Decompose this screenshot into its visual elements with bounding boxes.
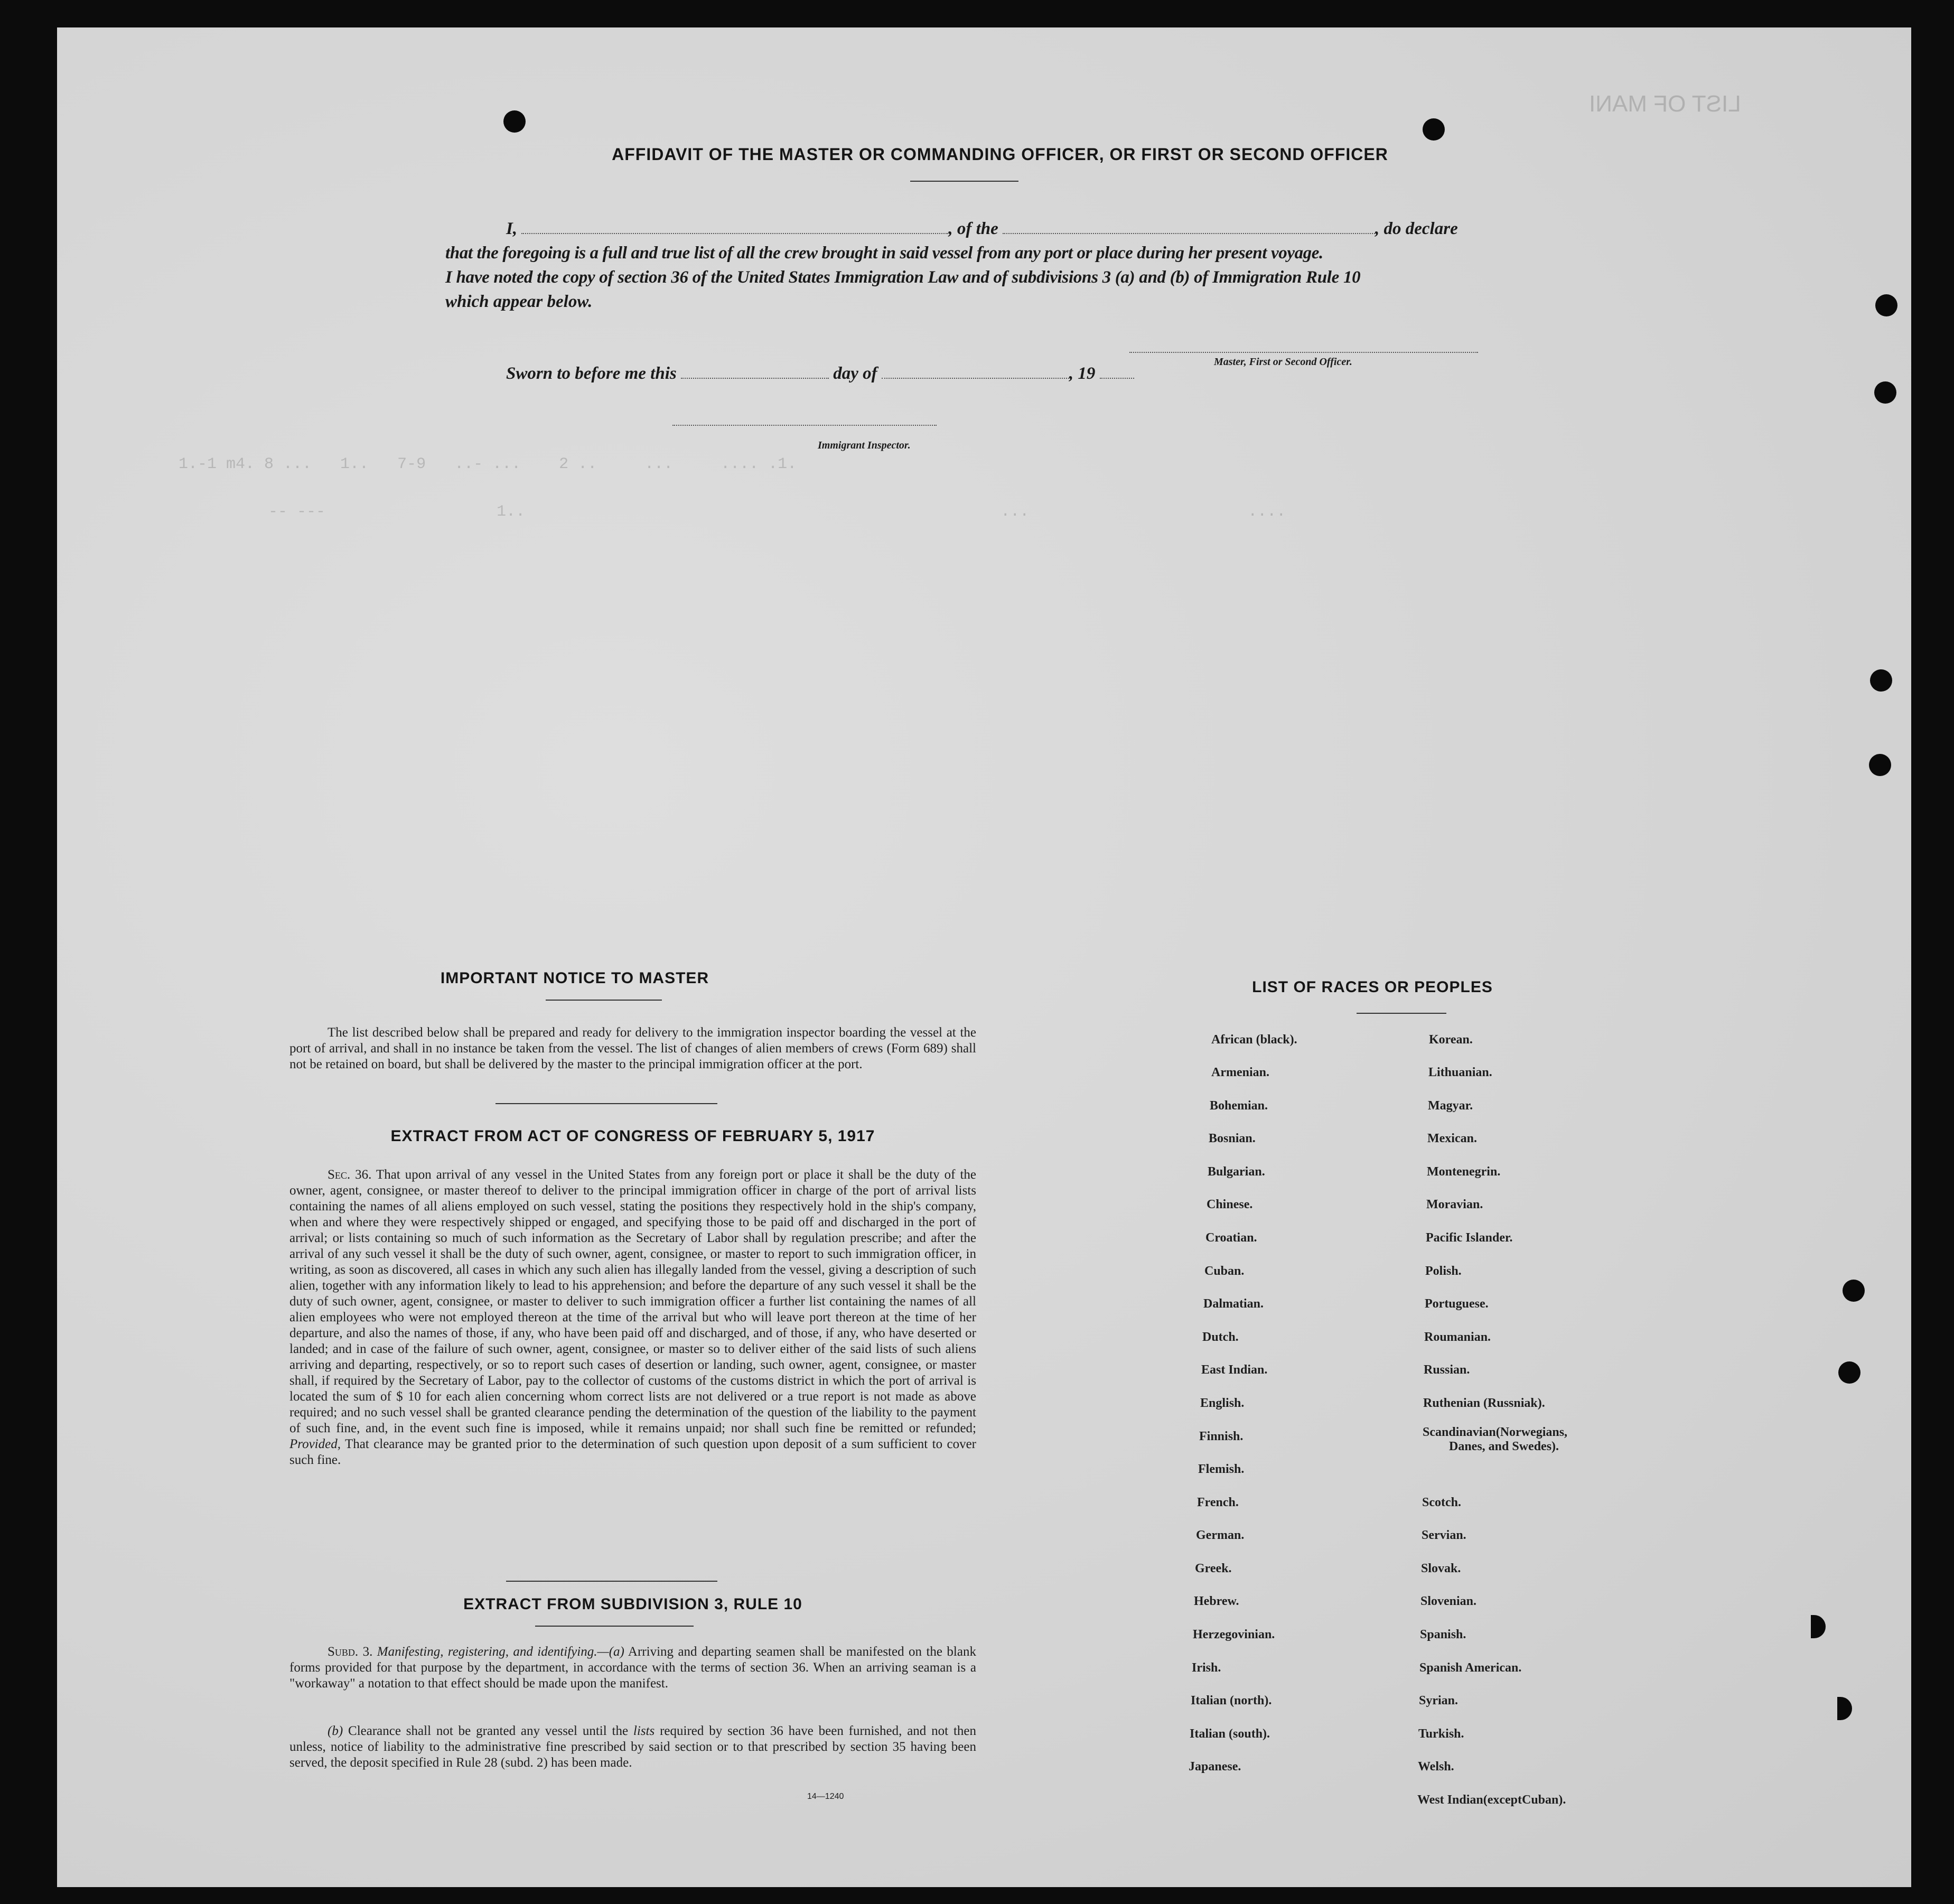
race-item: Roumanian. — [1424, 1330, 1491, 1344]
race-item: Servian. — [1422, 1528, 1466, 1542]
races-title: LIST OF RACES OR PEOPLES — [1252, 978, 1493, 996]
subd-b-label: (b) — [328, 1724, 343, 1738]
affidavit-line-4: which appear below. — [445, 292, 593, 311]
sworn-year-field[interactable] — [1100, 377, 1134, 379]
form-number: 14—1240 — [807, 1792, 844, 1801]
race-item: Pacific Islander. — [1426, 1231, 1513, 1245]
sec-label: Sec. 36. — [328, 1168, 372, 1182]
race-item: West Indian(exceptCuban). — [1417, 1793, 1566, 1807]
affidavit-i: I, — [506, 219, 518, 238]
race-item: Korean. — [1429, 1033, 1473, 1047]
race-item: Slovak. — [1421, 1562, 1461, 1575]
race-item: Chinese. — [1207, 1198, 1253, 1211]
race-item: Slovenian. — [1420, 1594, 1477, 1608]
race-item: Syrian. — [1419, 1694, 1459, 1707]
race-item: Dutch. — [1202, 1330, 1239, 1344]
race-item: Montenegrin. — [1427, 1165, 1501, 1179]
punch-hole — [1811, 1615, 1826, 1638]
divider — [535, 1626, 694, 1627]
sworn-day-of: day of — [833, 364, 877, 383]
sworn-line — [506, 361, 1134, 386]
race-item: Mexican. — [1427, 1132, 1477, 1145]
race-item: Turkish. — [1418, 1727, 1464, 1741]
race-item: Scandinavian(Norwegians, — [1423, 1425, 1568, 1439]
inspector-signature-line[interactable] — [672, 425, 937, 426]
provided-label: Provided, — [289, 1437, 341, 1451]
race-item: Ruthenian (Russniak). — [1423, 1396, 1545, 1410]
race-item: Magyar. — [1428, 1099, 1473, 1113]
race-item: Herzegovinian. — [1193, 1628, 1275, 1641]
race-item: Armenian. — [1211, 1066, 1269, 1079]
race-item: Dalmatian. — [1203, 1297, 1264, 1311]
punch-hole — [1870, 669, 1892, 692]
race-item: Bohemian. — [1210, 1099, 1268, 1113]
race-item: Lithuanian. — [1428, 1066, 1492, 1079]
affidavit-declaration — [445, 217, 1544, 314]
extract-rule-text-a — [289, 1644, 976, 1692]
subd-heading: Manifesting, registering, and identifying.—(a) — [377, 1645, 624, 1659]
race-item: Croatian. — [1205, 1231, 1257, 1245]
race-item: Finnish. — [1199, 1430, 1244, 1443]
race-item: Bosnian. — [1209, 1132, 1256, 1145]
race-item: German. — [1196, 1528, 1245, 1542]
notice-title: IMPORTANT NOTICE TO MASTER — [440, 969, 709, 987]
sec-36-text: That upon arrival of any vessel in the United States from any foreign port or place it shall be the duty of the owner, agent, consignee, or master thereof to deliver to the principal immigration officer in charge of the port of arrival lists containing the names of all aliens employed on such vessel, stating the positions they respectively hold in the ship's company, when and where they were respectively shipped or engaged, and specifying those to be paid off and discharged in the port of arrival; or lists containing so much of such information as the Secretary of Labor shall by regulation prescribe; and after the arrival of any such vessel it shall be the duty of such owner, agent, consignee, or master to report to such immigration officer, in writing, as soon as discovered, all cases in which any such alien has illegally landed from the vessel, giving a description of such alien, together with any information likely to lead to his apprehension; and before the departure of any such vessel it shall be the duty of such owner, agent, consignee, or master to deliver to such immigration officer a further list containing the names of all alien employees who were not employed thereon at the time of the arrival but who will leave port thereon at the time of her departure, and also the names of those, if any, who have been paid off and discharged, and of those, if any, who have deserted or landed; and in case of the failure of such owner, agent, consignee, or master so to deliver either of the said lists of such aliens arriving and departing, respectively, or so to report such cases of desertion or landing, such owner, agent, consignee, or master shall, if required by the Secretary of Labor, pay to the collector of customs of the customs district in which the port of arrival is located the sum of $ 10 for each alien concerning whom correct lists are not delivered or a true report is not made as above required; and no such vessel shall be granted clearance pending the determination of the question of the liability to the payment of such fine, and, in the event such fine is imposed, while it remains unpaid; nor shall such fine be remitted or refunded; — [289, 1168, 976, 1435]
sworn-year-prefix: , 19 — [1069, 364, 1096, 383]
bleed-through-heading: LIST OF MANI — [1589, 91, 1741, 117]
race-item: Welsh. — [1418, 1760, 1454, 1774]
sworn-day-field[interactable] — [681, 377, 829, 379]
divider — [506, 1581, 717, 1582]
bleed-through-text: -- --- 1.. ... .... — [268, 503, 1286, 521]
sworn-label: Sworn to before me this — [506, 364, 677, 383]
race-item: Greek. — [1195, 1562, 1232, 1575]
punch-hole — [1423, 118, 1445, 141]
punch-hole — [1874, 381, 1896, 404]
divider — [910, 181, 1018, 182]
subd-label: Subd. 3. — [328, 1645, 373, 1659]
race-item: Bulgarian. — [1208, 1165, 1265, 1179]
race-item: Italian (north). — [1191, 1694, 1272, 1707]
provided-text: That clearance may be granted prior to the determination of such question upon deposit of a sum sufficient to cover such fine. — [289, 1437, 976, 1467]
race-item: Hebrew. — [1194, 1594, 1239, 1608]
document-page — [57, 27, 1911, 1887]
punch-hole — [1875, 294, 1897, 316]
affidavit-do-declare: , do declare — [1375, 219, 1458, 238]
divider — [1357, 1013, 1446, 1014]
vessel-name-field[interactable] — [1003, 232, 1375, 234]
notice-text: The list described below shall be prepared and ready for delivery to the immigration inspector boarding the vessel at the port of arrival, and shall in no instance be taken from the vessel. The list of changes of alien members of crews (Form 689) shall not be retained on board, but shall be delivered by the master to the principal immigration officer at the port. — [289, 1025, 976, 1071]
master-signature-label: Master, First or Second Officer. — [1214, 356, 1352, 368]
race-item: Russian. — [1424, 1363, 1470, 1377]
affidavit-line-3: I have noted the copy of section 36 of the United States Immigration Law and of subdivisions 3 (a) and (b) of Immigration Rule 10 — [445, 268, 1361, 287]
master-signature-line[interactable] — [1129, 352, 1478, 353]
subd-text-b-2: required by section 36 have been furnished, and not then unless, notice of liability to the administrative fine prescribed by said section or to that prescribed by section 35 having been served, the deposit specified in Rule 28 (subd. 2) has been made. — [289, 1724, 976, 1770]
race-item: Cuban. — [1204, 1264, 1245, 1278]
race-item: Moravian. — [1426, 1198, 1483, 1211]
extract-act-title: EXTRACT FROM ACT OF CONGRESS OF FEBRUARY 5, 1917 — [390, 1127, 875, 1145]
punch-hole — [1838, 1361, 1860, 1384]
punch-hole — [1869, 754, 1891, 776]
race-item: Scotch. — [1422, 1496, 1461, 1509]
sworn-month-field[interactable] — [882, 377, 1069, 379]
race-item-continued: Danes, and Swedes). — [1449, 1440, 1559, 1453]
race-item: French. — [1197, 1496, 1239, 1509]
inspector-label: Immigrant Inspector. — [818, 440, 911, 451]
master-name-field[interactable] — [521, 232, 948, 234]
race-item: Polish. — [1425, 1264, 1462, 1278]
lists-word: lists — [633, 1724, 655, 1738]
subd-text-a: Arriving and departing seamen shall be manifested on the blank forms provided for that purpose by the department, in accordance with the terms of section 36. When an arriving seaman is a "workaway" a notation to that effect should be made upon the manifest. — [289, 1645, 976, 1691]
divider — [495, 1103, 717, 1104]
race-item: Spanish American. — [1419, 1661, 1522, 1675]
subd-text-b-1: Clearance shall not be granted any vessel until the — [348, 1724, 629, 1738]
extract-act-text — [289, 1167, 976, 1468]
extract-rule-title: EXTRACT FROM SUBDIVISION 3, RULE 10 — [463, 1595, 802, 1613]
race-item: Flemish. — [1198, 1462, 1245, 1476]
race-item: African (black). — [1211, 1033, 1297, 1047]
race-item: Portuguese. — [1425, 1297, 1489, 1311]
affidavit-of-the: , of the — [948, 219, 998, 238]
extract-rule-text-b — [289, 1723, 976, 1771]
race-item: Italian (south). — [1190, 1727, 1270, 1741]
affidavit-line-2: that the foregoing is a full and true list of all the crew brought in said vessel from any port or place during her present voyage. — [445, 244, 1323, 263]
race-item: Irish. — [1192, 1661, 1221, 1675]
race-item: Spanish. — [1420, 1628, 1466, 1641]
race-item: Japanese. — [1189, 1760, 1241, 1774]
punch-hole — [1843, 1280, 1865, 1302]
punch-hole — [1837, 1697, 1852, 1720]
bleed-through-text: 1.-1 m4. 8 ... 1.. 7-9 ..- ... 2 .. ... .... .1. — [179, 455, 797, 473]
race-item: English. — [1200, 1396, 1245, 1410]
punch-hole — [503, 110, 526, 133]
divider — [546, 1000, 662, 1001]
affidavit-title: AFFIDAVIT OF THE MASTER OR COMMANDING OFFICER, OR FIRST OR SECOND OFFICER — [612, 145, 1388, 164]
race-item: East Indian. — [1201, 1363, 1268, 1377]
